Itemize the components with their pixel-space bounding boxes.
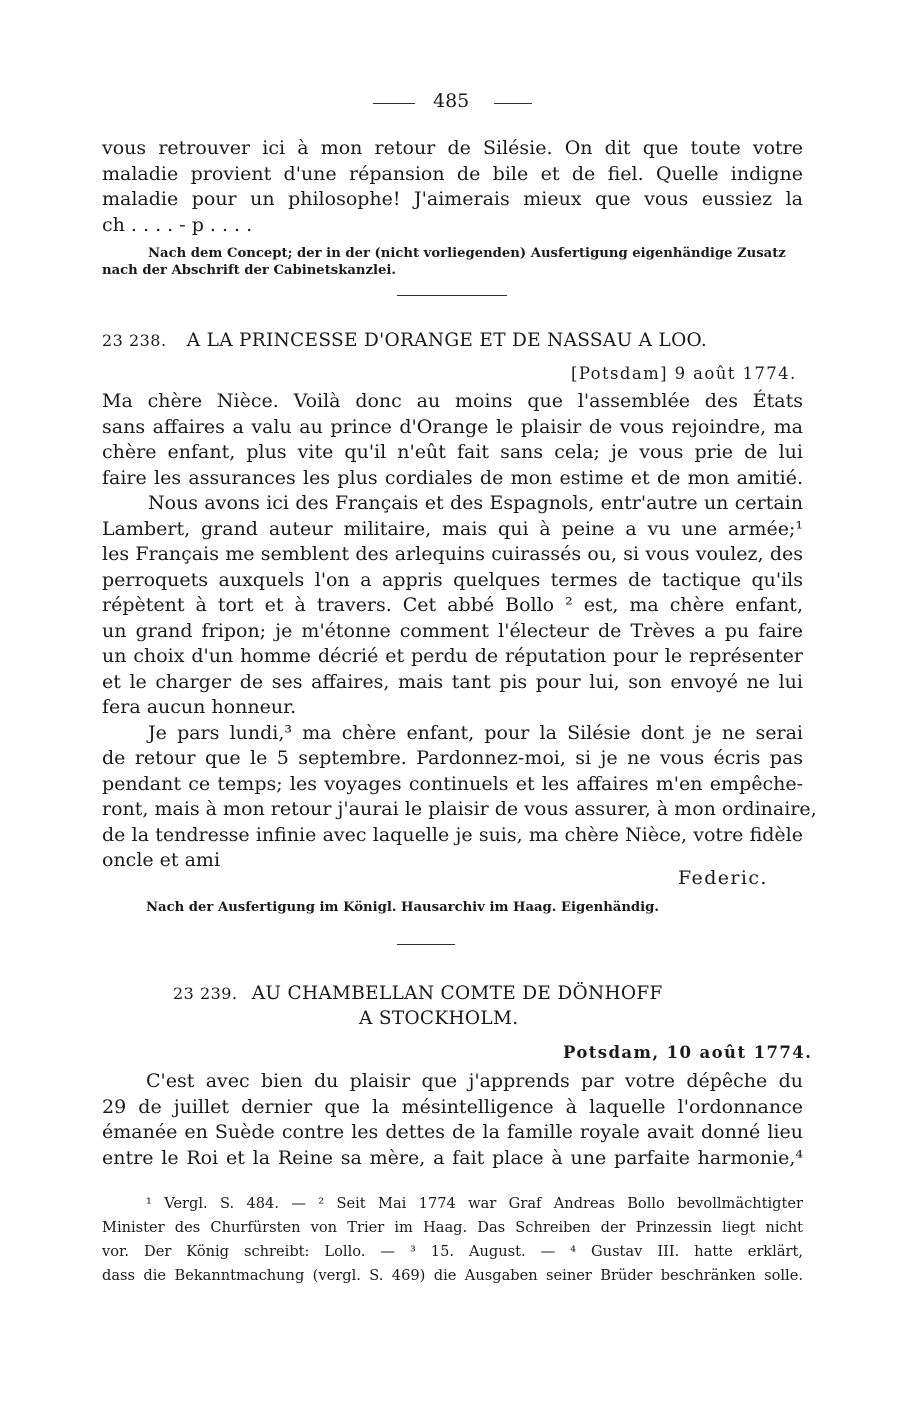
source-note: nach der Abschrift der Cabinetskanzlei. bbox=[102, 263, 396, 278]
text-line: chère enfant, plus vite qu'il n'eût fait sans cela; je vous prie de lui bbox=[102, 441, 803, 463]
text-line: un grand fripon; je m'étonne comment l'électeur de Trèves a pu faire bbox=[102, 619, 803, 642]
footnotes bbox=[102, 1192, 803, 1288]
text-line: ch . . . . - p . . . . bbox=[102, 213, 253, 236]
text-line: Nous avons ici des Français et des Espagnols, entr'autre un certain bbox=[148, 492, 803, 514]
text-line: pendant ce temps; les voyages continuels et les affaires m'en empêche- bbox=[102, 772, 803, 795]
dateline: Potsdam, 10 août 1774. bbox=[563, 1043, 813, 1062]
text-line: de la tendresse infinie avec laquelle je suis, ma chère Nièce, votre fidèle bbox=[102, 823, 803, 846]
text-line: répètent à tort et à travers. Cet abbé Bollo ² est, ma chère enfant, bbox=[102, 594, 803, 616]
letter-title-line2: A STOCKHOLM. bbox=[359, 1008, 519, 1029]
text-line: maladie pour un philosophe! J'aimerais mieux que vous eussiez la bbox=[102, 188, 803, 210]
letter-body bbox=[102, 389, 817, 874]
text-line: de retour que le 5 septembre. Pardonnez-moi, si je ne vous écris pas bbox=[102, 747, 803, 769]
text-line: Je pars lundi,³ ma chère enfant, pour la Silésie dont je ne serai bbox=[148, 721, 803, 744]
letter-heading bbox=[102, 330, 707, 351]
dateline: [Potsdam] 9 août 1774. bbox=[571, 364, 797, 383]
text-line: vous retrouver ici à mon retour de Silésie. On dit que toute votre bbox=[102, 137, 803, 159]
text-line: les Français me semblent des arlequins cuirassés ou, si vous voulez, des bbox=[102, 543, 803, 565]
text-line: faire les assurances les plus cordiales de mon estime et de mon amitié. bbox=[102, 466, 803, 489]
letter-number: 23 239. bbox=[173, 984, 238, 1003]
footnote-line: dass die Bekanntmachung (vergl. S. 469) die Ausgaben seiner Brüder beschränken solle. bbox=[102, 1267, 803, 1284]
text-line: un choix d'un homme décrié et perdu de réputation pour le représenter bbox=[102, 645, 803, 667]
header-rule-right bbox=[494, 103, 532, 104]
footnote-line: Minister des Churfürsten von Trier im Haag. Das Schreiben der Prinzessin liegt nicht bbox=[102, 1219, 803, 1236]
text-line: entre le Roi et la Reine sa mère, a fait place à une parfaite harmonie,⁴ bbox=[102, 1146, 803, 1169]
continuation-text bbox=[102, 136, 803, 238]
header-rule-left bbox=[373, 103, 415, 104]
text-line: C'est avec bien du plaisir que j'apprends par votre dépêche du bbox=[146, 1070, 803, 1092]
text-line: maladie provient d'une répansion de bile et de fiel. Quelle indigne bbox=[102, 162, 803, 185]
letter-number: 23 238. bbox=[102, 331, 167, 350]
page-number: 485 bbox=[433, 90, 470, 112]
text-line: émanée en Suède contre les dettes de la famille royale avait donné lieu bbox=[102, 1121, 803, 1143]
section-divider bbox=[397, 295, 507, 296]
footnote-line: vor. Der König schreibt: Lollo. — ³ 15. August. — ⁴ Gustav III. hatte erklärt, bbox=[102, 1243, 803, 1260]
source-note: Nach dem Concept; der in der (nicht vorliegenden) Ausfertigung eigenhändige Zusatz bbox=[148, 246, 786, 261]
source-note: Nach der Ausfertigung im Königl. Hausarchiv im Haag. Eigenhändig. bbox=[146, 900, 659, 915]
letter-body bbox=[102, 1069, 803, 1171]
footnote-line: ¹ Vergl. S. 484. — ² Seit Mai 1774 war Graf Andreas Bollo bevollmächtigter bbox=[146, 1195, 803, 1212]
text-line: et le charger de ses affaires, mais tant pis pour lui, son envoyé ne lui bbox=[102, 670, 803, 693]
text-line: Ma chère Nièce. Voilà donc au moins que l'assemblée des États bbox=[102, 390, 803, 412]
text-line: sans affaires a valu au prince d'Orange le plaisir de vous rejoindre, ma bbox=[102, 415, 803, 438]
letter-title: A LA PRINCESSE D'ORANGE ET DE NASSAU A LOO. bbox=[186, 330, 708, 351]
text-line: fera aucun honneur. bbox=[102, 696, 297, 718]
letter-heading bbox=[173, 983, 663, 1004]
text-line: perroquets auxquels l'on a appris quelques termes de tactique qu'ils bbox=[102, 568, 803, 591]
text-line: Lambert, grand auteur militaire, mais qui à peine a vu une armée;¹ bbox=[102, 517, 803, 540]
section-divider bbox=[397, 944, 455, 945]
text-line: oncle et ami bbox=[102, 849, 221, 871]
letter-title: AU CHAMBELLAN COMTE DE DÖNHOFF bbox=[251, 983, 663, 1004]
text-line: 29 de juillet dernier que la mésintelligence à laquelle l'ordonnance bbox=[102, 1095, 803, 1118]
text-line: ront, mais à mon retour j'aurai le plaisir de vous assurer, à mon ordinaire, bbox=[102, 798, 817, 820]
signature: Federic. bbox=[678, 867, 768, 889]
